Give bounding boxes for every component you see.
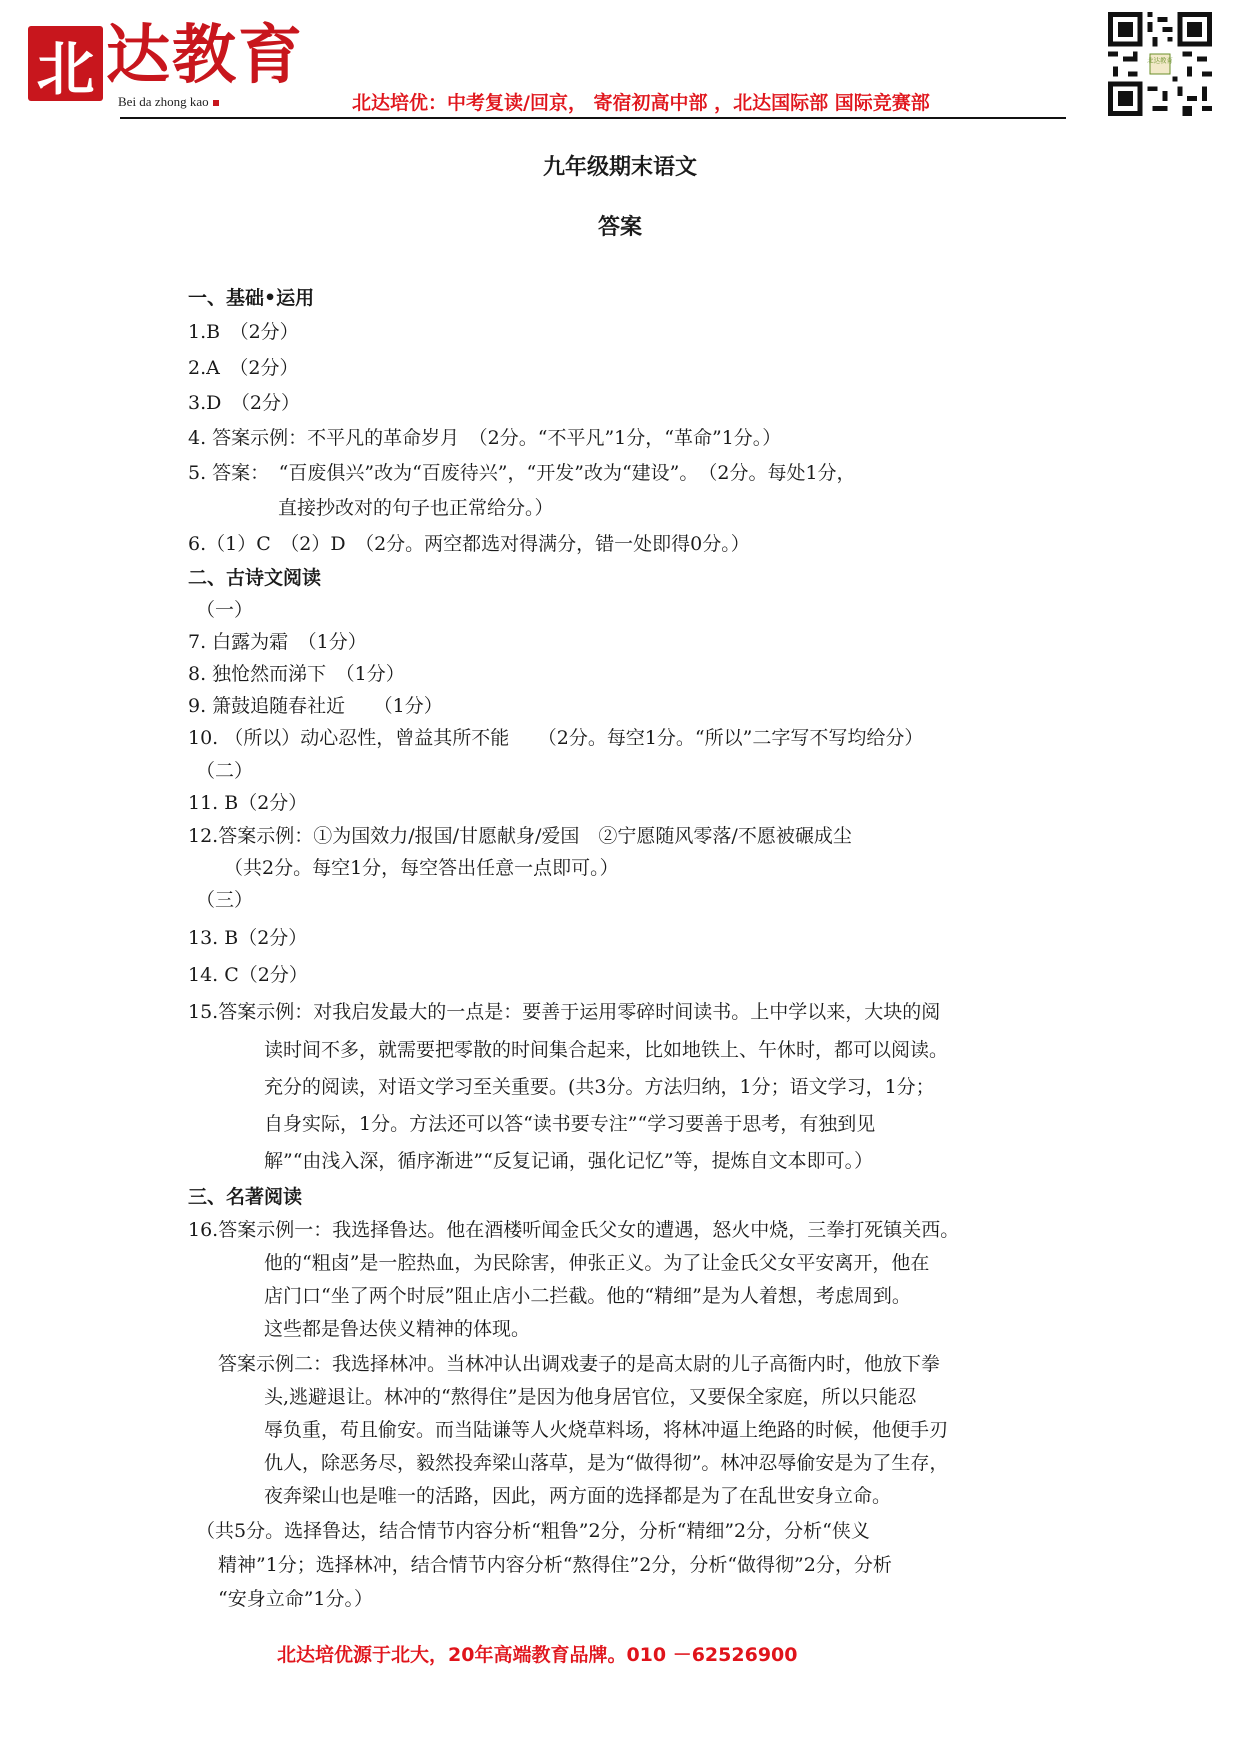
answer-line: 辱负重，苟且偷安。而当陆谦等人火烧草料场，将林冲逼上绝路的时候，他便手刃 [264, 1419, 949, 1441]
scoring-note: 精神”1分；选择林冲，结合情节内容分析“熬得住”2分，分析“做得彻”2分，分析 [218, 1554, 892, 1576]
doc-title: 九年级期末语文 [542, 155, 697, 180]
footer-contact: 北达培优源于北大，20年高端教育品牌。010 －62526900 [277, 1644, 798, 1666]
answer-line: 10. （所以）动心忍性，曾益其所不能 （2分。每空1分。“所以”二字写不写均给分） [188, 727, 924, 749]
subsection-label: （一） [196, 599, 254, 621]
answer-line: 7. 白露为霜 （1分） [188, 631, 367, 653]
logo-mark: 北 [28, 26, 103, 101]
answer-line: 读时间不多，就需要把零散的时间集合起来，比如地铁上、午休时，都可以阅读。 [264, 1039, 949, 1061]
answer-line: 2.A （2分） [188, 357, 299, 379]
answer-line: 这些都是鲁达侠义精神的体现。 [264, 1318, 531, 1340]
answer-line: 12.答案示例：①为国效力/报国/甘愿献身/爱国 ②宁愿随风零落/不愿被碾成尘 [188, 825, 852, 847]
answer-line: 5. 答案： “百废俱兴”改为“百废待兴”，“开发”改为“建设”。 （2分。每处1分， [188, 462, 856, 484]
logo-subtitle-text: Bei da zhong kao [118, 94, 209, 109]
section-heading: 二、古诗文阅读 [188, 567, 322, 589]
section-heading: 三、名著阅读 [188, 1186, 303, 1208]
answer-line: 4. 答案示例：不平凡的革命岁月 （2分。“不平凡”1分，“革命”1分。） [188, 427, 782, 449]
answer-line: 9. 箫鼓追随春社近 （1分） [188, 695, 443, 717]
answer-line: 头,逃避退让。林冲的“熬得住”是因为他身居官位，又要保全家庭，所以只能忍 [264, 1386, 917, 1408]
answer-line: 14. C（2分） [188, 964, 308, 986]
logo-text: 达教育 [106, 18, 304, 93]
logo-subtitle [118, 94, 219, 110]
answer-line: 3.D （2分） [188, 392, 300, 414]
qr-code-icon [1108, 12, 1212, 116]
answer-line: 答案示例二：我选择林冲。当林冲认出调戏妻子的是高太尉的儿子高衙内时，他放下拳 [218, 1353, 941, 1375]
doc-subtitle: 答案 [597, 215, 642, 240]
answer-line: 直接抄改对的句子也正常给分。） [278, 497, 554, 519]
answer-line: 6.（1）C （2）D （2分。两空都选对得满分，错一处即得0分。） [188, 533, 750, 555]
answer-line: 1.B （2分） [188, 321, 299, 343]
answer-line: 夜奔梁山也是唯一的活路，因此，两方面的选择都是为了在乱世安身立命。 [264, 1485, 892, 1507]
answer-line: （共2分。每空1分，每空答出任意一点即可。） [224, 857, 619, 879]
brand-logo [28, 14, 328, 114]
answer-line: 16.答案示例一：我选择鲁达。他在酒楼听闻金氏父女的遭遇，怒火中烧，三拳打死镇关西。 [188, 1219, 960, 1241]
answer-line: 仇人，除恶务尽，毅然投奔梁山落草，是为“做得彻”。林冲忍辱偷安是为了生存， [264, 1452, 949, 1474]
answer-line: 15.答案示例：对我启发最大的一点是：要善于运用零碎时间读书。上中学以来，大块的阅 [188, 1001, 941, 1023]
header-tagline: 北达培优：中考复读/回京， 寄宿初高中部 ，北达国际部 国际竞赛部 [352, 92, 930, 114]
answer-line: 充分的阅读，对语文学习至关重要。(共3分。方法归纳，1分；语文学习，1分； [264, 1076, 935, 1098]
answer-line: 自身实际，1分。方法还可以答“读书要专注”“学习要善于思考，有独到见 [264, 1113, 876, 1135]
answer-line: 解”“由浅入深，循序渐进”“反复记诵，强化记忆”等，提炼自文本即可。） [264, 1150, 874, 1172]
answer-line: 13. B（2分） [188, 927, 308, 949]
answer-line: 11. B（2分） [188, 792, 308, 814]
answer-line: 他的“粗卤”是一腔热血，为民除害，伸张正义。为了让金氏父女平安离开，他在 [264, 1252, 930, 1274]
qr-label: 北达教育 [1147, 56, 1173, 65]
subsection-label: （三） [196, 889, 254, 911]
answer-line: 店门口“坐了两个时辰”阻止店小二拦截。他的“精细”是为人着想，考虑周到。 [264, 1285, 911, 1307]
logo-dot [213, 100, 219, 106]
section-heading: 一、基础•运用 [188, 287, 315, 309]
subsection-label: （二） [196, 760, 254, 782]
answer-line: 8. 独怆然而涕下 （1分） [188, 663, 405, 685]
scoring-note: （共5分。选择鲁达，结合情节内容分析“粗鲁”2分，分析“精细”2分，分析“侠义 [196, 1520, 870, 1542]
scoring-note: “安身立命”1分。） [218, 1588, 374, 1610]
header-rule [120, 117, 1066, 119]
